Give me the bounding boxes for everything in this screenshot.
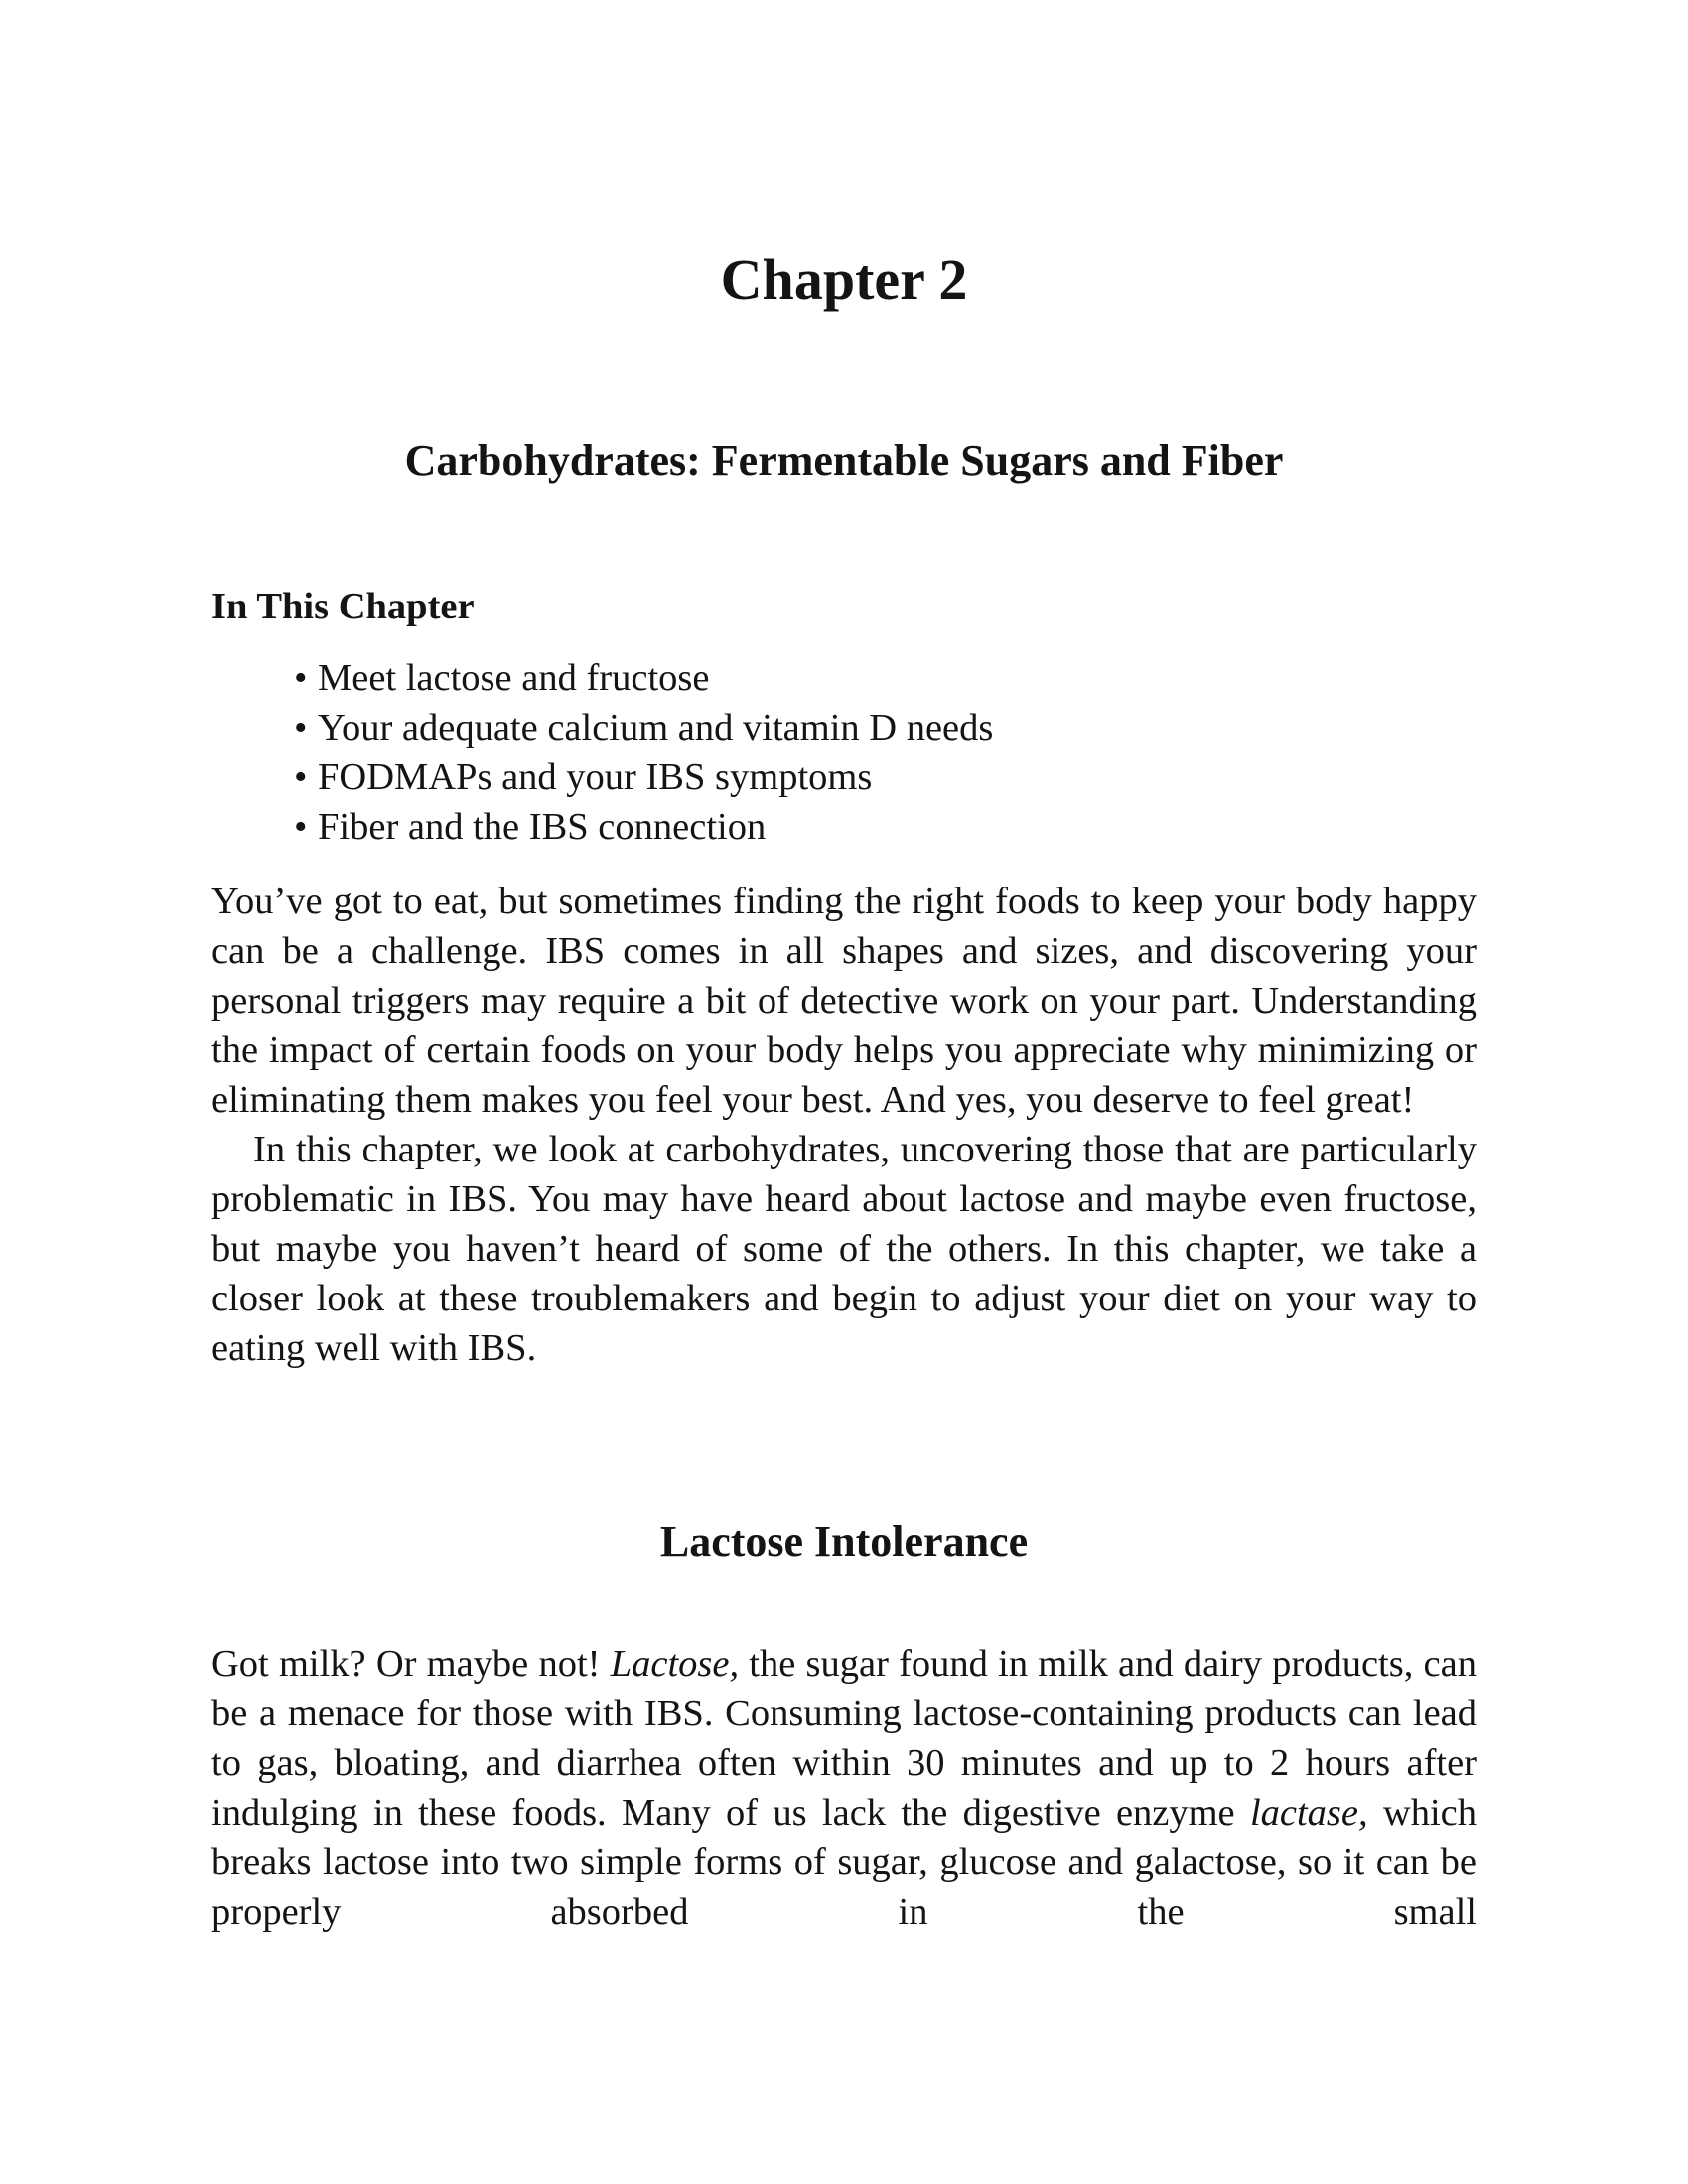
- intro-paragraph: You’ve got to eat, but sometimes finding the right foods to keep your body happy can be a challenge. IBS comes in all shapes and sizes, and discovering your personal triggers may require a bit of detective work on your part. Understanding the impact of certain foods on your body helps you appreciate why minimizing or eliminating them makes you feel your best. And yes, you deserve to feel great!: [211, 881, 1477, 1121]
- chapter-number: Chapter 2: [720, 247, 968, 312]
- list-item: [294, 653, 993, 703]
- paragraph-text: the sugar found in milk and dairy products, can be a menace for those with IBS. Consuming lactose-containing products can lead to gas, bloating, and diarrhea often within 30 minutes and up to 2 hours after indulging in these foods. Many of us lack the digestive enzyme: [211, 1643, 1477, 1834]
- list-item: [294, 703, 993, 752]
- chapter-topics-list: [294, 653, 993, 852]
- section-heading: Lactose Intolerance: [659, 1517, 1029, 1566]
- list-item-text: Meet lactose and fructose: [318, 657, 710, 699]
- bullet-icon: •: [294, 756, 308, 798]
- emphasized-term: Lactose,: [610, 1643, 740, 1685]
- emphasized-term: lactase,: [1249, 1792, 1368, 1834]
- list-item-text: Your adequate calcium and vitamin D needs: [318, 707, 994, 749]
- bullet-icon: •: [294, 657, 308, 699]
- lactose-section-body: [211, 1639, 1477, 1937]
- in-this-chapter-heading: In This Chapter: [211, 586, 475, 627]
- paragraph-text: which breaks lactose into two simple forms of sugar, glucose and galactose, so it can be properly absorbed in the small: [211, 1792, 1477, 1933]
- intro-paragraph: In this chapter, we look at carbohydrates, uncovering those that are particularly problematic in IBS. You may have heard about lactose and maybe even fructose, but maybe you haven’t heard of some of the others. In this chapter, we take a closer look at these troublemakers and begin to adjust your diet on your way to eating well with IBS.: [211, 1129, 1477, 1369]
- list-item: [294, 752, 993, 802]
- bullet-icon: •: [294, 806, 308, 848]
- list-item-text: Fiber and the IBS connection: [318, 806, 767, 848]
- lactose-paragraph: [211, 1639, 1477, 1937]
- chapter-title: Carbohydrates: Fermentable Sugars and Fiber: [404, 436, 1284, 484]
- list-item-text: FODMAPs and your IBS symptoms: [318, 756, 873, 798]
- intro-text: [211, 877, 1477, 1373]
- list-item: [294, 802, 993, 852]
- paragraph-text: Got milk? Or maybe not!: [211, 1643, 611, 1685]
- bullet-icon: •: [294, 707, 308, 749]
